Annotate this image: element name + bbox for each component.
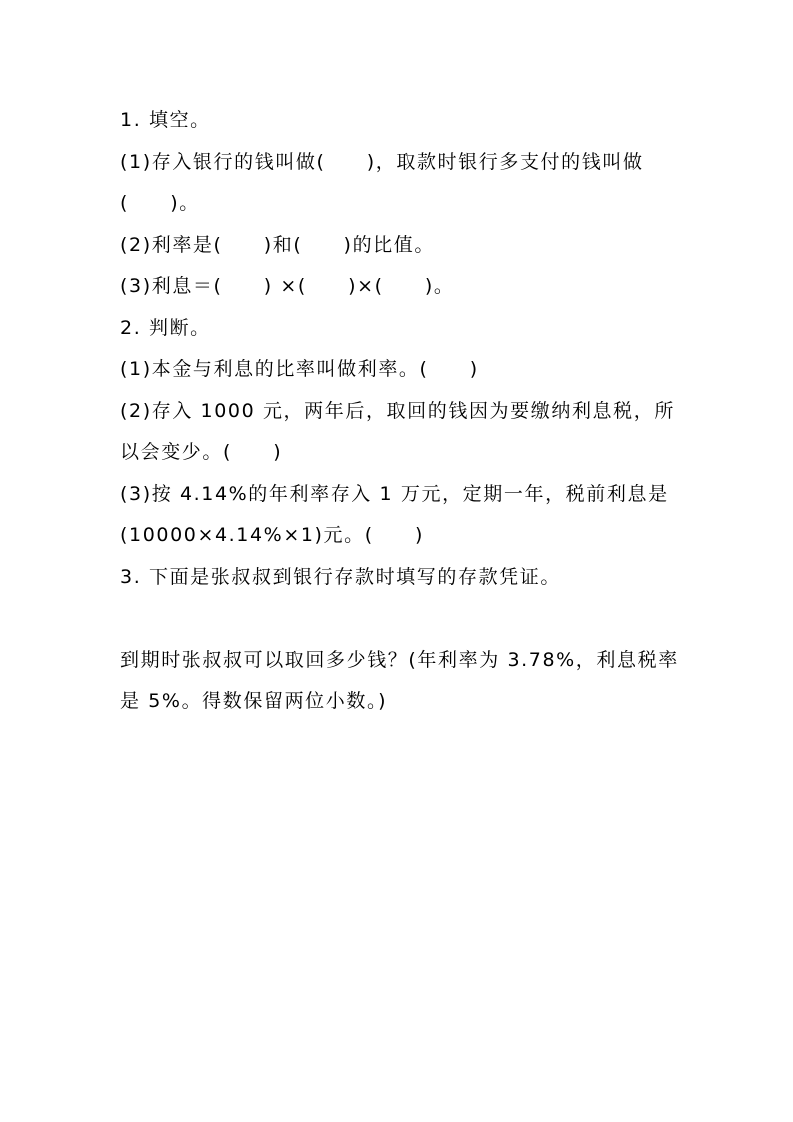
section-1-heading: 1. 填空。 — [120, 109, 211, 131]
section-2-heading: 2. 判断。 — [120, 316, 211, 339]
question-1-3: (3)利息＝( ) ×( )×( )。 — [120, 275, 455, 297]
question-1-1-line-1: (1)存入银行的钱叫做( )，取款时银行多支付的钱叫做 — [120, 150, 644, 173]
voucher-placeholder-gap — [120, 598, 680, 640]
question-2-1: (1)本金与利息的比率叫做利率。( ) — [120, 358, 479, 380]
question-2-3-line-2: (10000×4.14%×1)元。( ) — [120, 524, 424, 546]
question-3-line-1: 到期时张叔叔可以取回多少钱？(年利率为 3.78%，利息税率 — [120, 648, 679, 671]
document-body — [120, 100, 680, 723]
question-2-2-line-1: (2)存入 1000 元，两年后，取回的钱因为要缴纳利息税，所 — [120, 399, 675, 422]
section-3-heading: 3. 下面是张叔叔到银行存款时填写的存款凭证。 — [120, 565, 561, 588]
question-1-2: (2)利率是( )和( )的比值。 — [120, 233, 435, 256]
question-2-3-line-1: (3)按 4.14%的年利率存入 1 万元，定期一年，税前利息是 — [120, 482, 669, 505]
question-1-1-line-2: ( )。 — [120, 192, 200, 214]
question-3-line-2: 是 5%。得数保留两位小数。) — [120, 690, 388, 712]
question-2-2-line-2: 以会变少。( ) — [120, 441, 283, 463]
